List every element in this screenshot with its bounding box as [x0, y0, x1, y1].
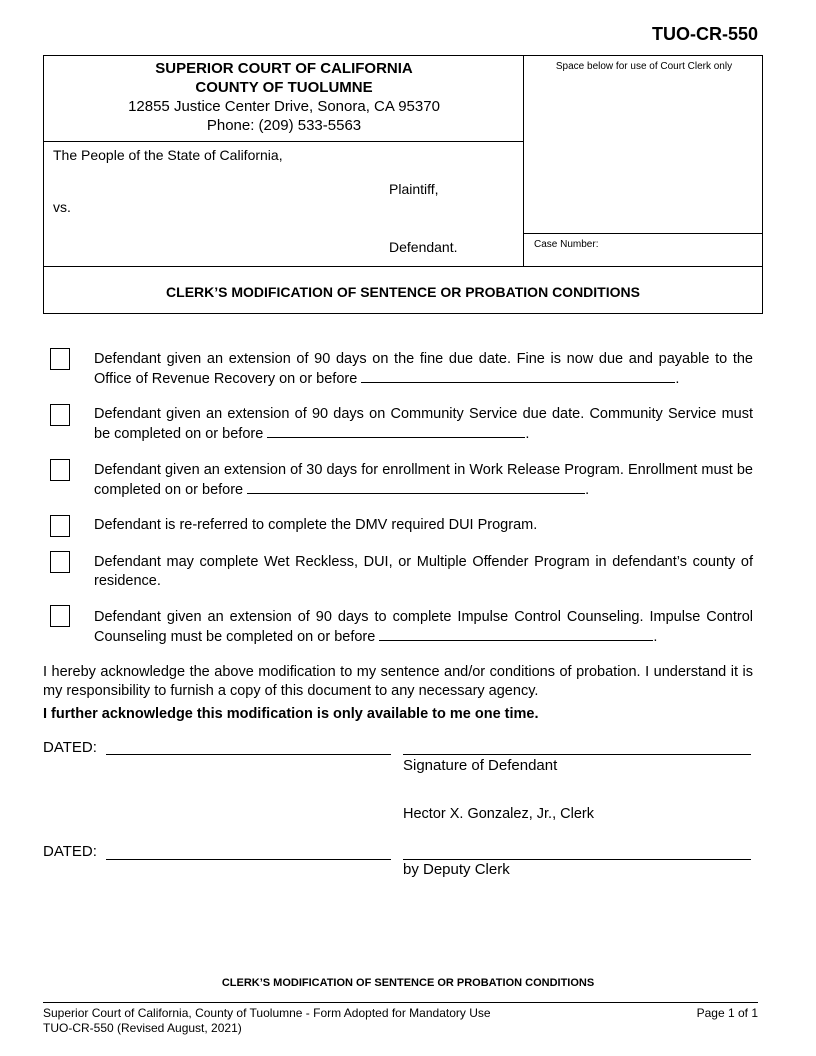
- case-number-label: Case Number:: [534, 239, 599, 250]
- page-number: Page 1 of 1: [696, 1006, 758, 1020]
- footer-title: CLERK’S MODIFICATION OF SENTENCE OR PROBATION CONDITIONS: [221, 977, 595, 989]
- defendant-signature-field[interactable]: [403, 754, 751, 755]
- defendant-signature-label: Signature of Defendant: [403, 757, 558, 774]
- court-header: [44, 59, 524, 135]
- option-fine-extension: [94, 350, 753, 389]
- community-service-date-field[interactable]: [267, 424, 525, 438]
- option-community-service-end: .: [525, 426, 530, 442]
- plaintiff-label: Plaintiff,: [389, 181, 439, 197]
- clerk-space-label: Space below for use of Court Clerk only: [555, 61, 733, 72]
- checkbox-impulse-control[interactable]: [50, 605, 70, 627]
- option-fine-extension-text: Defendant given an extension of 90 days on the fine due date. Fine is now due and payable to the Office of Revenue Recovery on or before: [94, 351, 753, 387]
- dated-field-2[interactable]: [106, 859, 391, 860]
- dated-label-1: DATED:: [43, 739, 97, 756]
- option-dui-program-text: Defendant is re-referred to complete the DMV required DUI Program.: [94, 517, 538, 533]
- case-divider: [523, 233, 763, 234]
- header-divider: [43, 141, 524, 142]
- option-work-release: [94, 461, 753, 500]
- checkbox-work-release[interactable]: [50, 459, 70, 481]
- option-work-release-end: .: [585, 482, 590, 498]
- checkbox-dui-program[interactable]: [50, 515, 70, 537]
- option-dui-program: [94, 516, 753, 535]
- vs-label: vs.: [53, 199, 71, 215]
- footer-line-1: Superior Court of California, County of Tuolumne - Form Adopted for Mandatory Use: [43, 1006, 491, 1020]
- option-fine-extension-end: .: [675, 371, 680, 387]
- court-name: SUPERIOR COURT OF CALIFORNIA: [155, 60, 413, 77]
- title-divider: [43, 266, 763, 267]
- option-work-release-text: Defendant given an extension of 30 days for enrollment in Work Release Program. Enrollment must be completed on or before: [94, 462, 753, 498]
- clerk-name: Hector X. Gonzalez, Jr., Clerk: [403, 806, 594, 822]
- dated-label-2: DATED:: [43, 843, 97, 860]
- defendant-label: Defendant.: [389, 239, 458, 255]
- acknowledgement-bold: I further acknowledge this modification is only available to me one time.: [43, 706, 539, 722]
- option-community-service: [94, 405, 753, 444]
- option-county-residence: [94, 553, 753, 591]
- option-county-residence-text: Defendant may complete Wet Reckless, DUI, or Multiple Offender Program in defendant’s county of residence.: [94, 554, 753, 589]
- checkbox-fine-extension[interactable]: [50, 348, 70, 370]
- option-impulse-control-end: .: [653, 629, 658, 645]
- court-phone: Phone: (209) 533-5563: [206, 117, 362, 134]
- work-release-date-field[interactable]: [247, 480, 585, 494]
- fine-date-field[interactable]: [361, 369, 675, 383]
- footer-rule: [43, 1002, 758, 1003]
- county-name: COUNTY OF TUOLUMNE: [195, 79, 373, 96]
- option-community-service-text: Defendant given an extension of 90 days on Community Service due date. Community Service must be completed on or before: [94, 406, 753, 442]
- footer-line-2: TUO-CR-550 (Revised August, 2021): [43, 1021, 242, 1035]
- deputy-clerk-signature-field[interactable]: [403, 859, 751, 860]
- impulse-control-date-field[interactable]: [379, 627, 653, 641]
- dated-field-1[interactable]: [106, 754, 391, 755]
- acknowledgement-text: I hereby acknowledge the above modification to my sentence and/or conditions of probation. I understand it is my responsibility to furnish a copy of this document to any necessary agency.: [43, 664, 753, 699]
- court-address: 12855 Justice Center Drive, Sonora, CA 95370: [128, 98, 440, 115]
- footer-info: [43, 1006, 491, 1036]
- deputy-clerk-label: by Deputy Clerk: [403, 861, 510, 878]
- option-impulse-control-text: Defendant given an extension of 90 days to complete Impulse Control Counseling. Impulse Control Counseling must be completed on or before: [94, 609, 753, 645]
- people-label: The People of the State of California,: [53, 147, 283, 163]
- checkbox-county-residence[interactable]: [50, 551, 70, 573]
- document-title: CLERK’S MODIFICATION OF SENTENCE OR PROBATION CONDITIONS: [166, 284, 640, 300]
- form-id: TUO-CR-550: [651, 24, 758, 44]
- checkbox-community-service[interactable]: [50, 404, 70, 426]
- option-impulse-control: [94, 608, 753, 647]
